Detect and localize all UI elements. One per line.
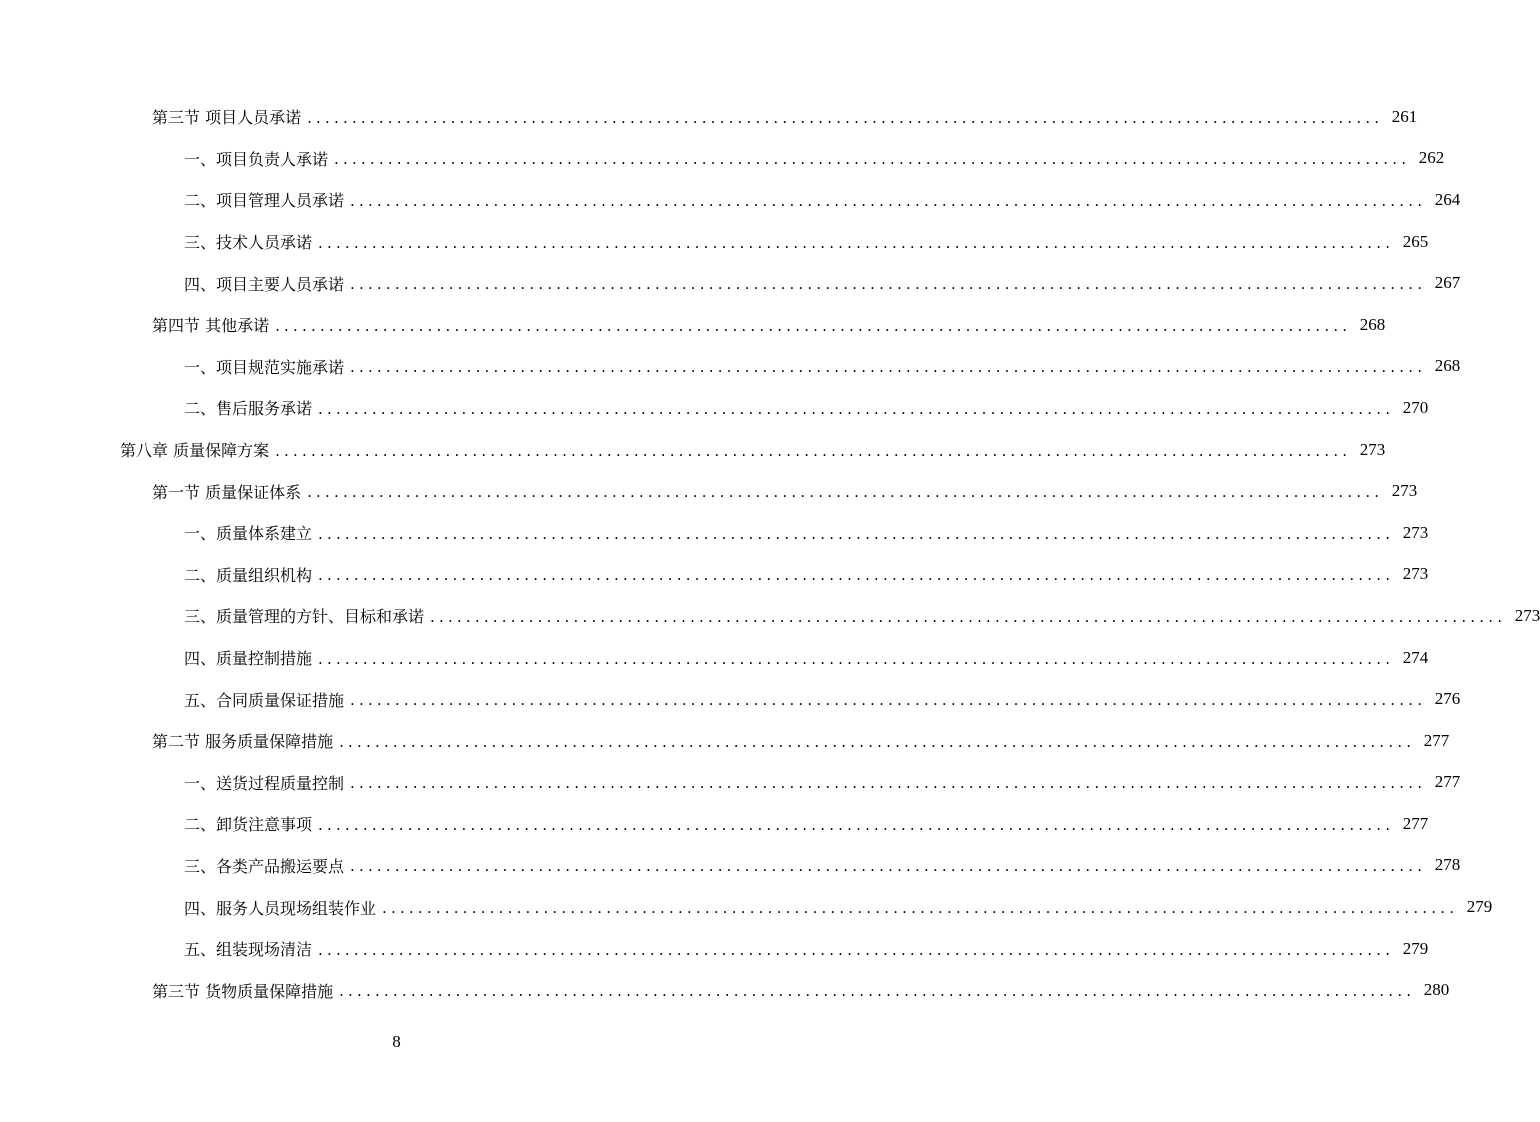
toc-entry[interactable] (0, 179, 1461, 221)
toc-leader-dots: ........................................................................................................................ (318, 649, 1395, 668)
toc-entry-title: 第二节 服务质量保障措施 (152, 732, 334, 752)
toc-entry-title: 四、项目主要人员承诺 (184, 274, 345, 294)
toc-entry-title: 第四节 其他承诺 (152, 316, 270, 336)
toc-entry[interactable] (0, 470, 1418, 512)
toc-entry[interactable] (0, 762, 1461, 804)
toc-entry[interactable] (0, 221, 1429, 263)
toc-entry-page: 279 (1466, 897, 1493, 917)
toc-entry-title: 三、技术人员承诺 (184, 233, 313, 253)
toc-entry[interactable] (0, 304, 1386, 346)
toc-entry[interactable] (0, 96, 1418, 138)
toc-leader-dots: ........................................................................................................................ (350, 774, 1427, 793)
toc-entry-page: 268 (1359, 314, 1386, 334)
toc-entry-page: 277 (1434, 772, 1461, 792)
toc-leader-dots: ........................................................................................................................ (339, 732, 1416, 751)
toc-entry-page: 273 (1514, 605, 1540, 625)
toc-entry-page: 273 (1391, 481, 1418, 501)
toc-entry[interactable] (0, 512, 1429, 554)
toc-leader-dots: ........................................................................................................................ (334, 150, 1411, 169)
toc-entry-title: 一、质量体系建立 (184, 524, 313, 544)
toc-entry-title: 四、服务人员现场组装作业 (184, 898, 377, 918)
toc-entry-page: 278 (1434, 855, 1461, 875)
toc-entry-page: 265 (1402, 231, 1429, 251)
toc-entry-title: 三、各类产品搬运要点 (184, 856, 345, 876)
toc-entry-title: 三、质量管理的方针、目标和承诺 (184, 607, 425, 627)
toc-leader-dots: ........................................................................................................................ (318, 566, 1395, 585)
toc-leader-dots: ........................................................................................................................ (307, 483, 1384, 502)
toc-entry-title: 第三节 项目人员承诺 (152, 108, 302, 128)
toc-entry[interactable] (0, 678, 1461, 720)
toc-leader-dots: ........................................................................................................................ (307, 108, 1384, 127)
toc-entry-title: 五、合同质量保证措施 (184, 690, 345, 710)
toc-leader-dots: ........................................................................................................................ (275, 441, 1352, 460)
toc-entry-page: 280 (1423, 980, 1450, 1000)
toc-entry-title: 第一节 质量保证体系 (152, 482, 302, 502)
toc-entry-page: 262 (1418, 148, 1445, 168)
toc-entry[interactable] (0, 138, 1445, 180)
toc-leader-dots: ........................................................................................................................ (318, 524, 1395, 543)
toc-entry[interactable] (0, 637, 1429, 679)
toc-leader-dots: ........................................................................................................................ (318, 815, 1395, 834)
toc-entry-page: 277 (1423, 730, 1450, 750)
toc-entry-title: 第三节 货物质量保障措施 (152, 981, 334, 1001)
toc-leader-dots: ........................................................................................................................ (350, 857, 1427, 876)
toc-entry-title: 二、项目管理人员承诺 (184, 191, 345, 211)
toc-entry[interactable] (0, 595, 1540, 637)
toc-leader-dots: ........................................................................................................................ (318, 940, 1395, 959)
toc-entry[interactable] (0, 928, 1429, 970)
toc-leader-dots: ........................................................................................................................ (382, 899, 1459, 918)
toc-leader-dots: ........................................................................................................................ (318, 399, 1395, 418)
toc-entry-title: 二、售后服务承诺 (184, 399, 313, 419)
toc-leader-dots: ........................................................................................................................ (430, 607, 1507, 626)
toc-entry-page: 276 (1434, 689, 1461, 709)
toc-entry-title: 第八章 质量保障方案 (120, 441, 270, 461)
toc-entry-title: 二、质量组织机构 (184, 565, 313, 585)
toc-leader-dots: ........................................................................................................................ (318, 233, 1395, 252)
toc-entry-page: 270 (1402, 397, 1429, 417)
toc-entry-title: 四、质量控制措施 (184, 649, 313, 669)
toc-entry[interactable] (0, 845, 1461, 887)
toc-leader-dots: ........................................................................................................................ (350, 691, 1427, 710)
toc-entry-page: 273 (1402, 522, 1429, 542)
toc-leader-dots: ........................................................................................................................ (339, 982, 1416, 1001)
toc-entry[interactable] (0, 554, 1429, 596)
toc-entry-title: 五、组装现场清洁 (184, 940, 313, 960)
toc-entry-page: 267 (1434, 273, 1461, 293)
toc-entry-page: 268 (1434, 356, 1461, 376)
toc-entry[interactable] (0, 886, 1493, 928)
toc-entry-page: 264 (1434, 189, 1461, 209)
table-of-contents (0, 96, 1540, 1011)
page-number: 8 (392, 1032, 401, 1051)
toc-entry[interactable] (0, 262, 1461, 304)
toc-leader-dots: ........................................................................................................................ (350, 358, 1427, 377)
toc-leader-dots: ........................................................................................................................ (350, 191, 1427, 210)
toc-entry[interactable] (0, 429, 1386, 471)
toc-entry-page: 279 (1402, 938, 1429, 958)
toc-leader-dots: ........................................................................................................................ (350, 275, 1427, 294)
toc-entry[interactable] (0, 346, 1461, 388)
toc-entry-page: 261 (1391, 106, 1418, 126)
toc-entry[interactable] (0, 969, 1450, 1011)
toc-entry[interactable] (0, 803, 1429, 845)
toc-entry[interactable] (0, 387, 1429, 429)
toc-entry-title: 一、项目规范实施承诺 (184, 357, 345, 377)
toc-entry-title: 一、送货过程质量控制 (184, 773, 345, 793)
toc-entry[interactable] (0, 720, 1450, 762)
toc-entry-title: 一、项目负责人承诺 (184, 149, 329, 169)
toc-entry-page: 273 (1359, 439, 1386, 459)
toc-leader-dots: ........................................................................................................................ (275, 316, 1352, 335)
toc-entry-page: 274 (1402, 647, 1429, 667)
toc-entry-page: 277 (1402, 813, 1429, 833)
toc-entry-page: 273 (1402, 564, 1429, 584)
toc-entry-title: 二、卸货注意事项 (184, 815, 313, 835)
